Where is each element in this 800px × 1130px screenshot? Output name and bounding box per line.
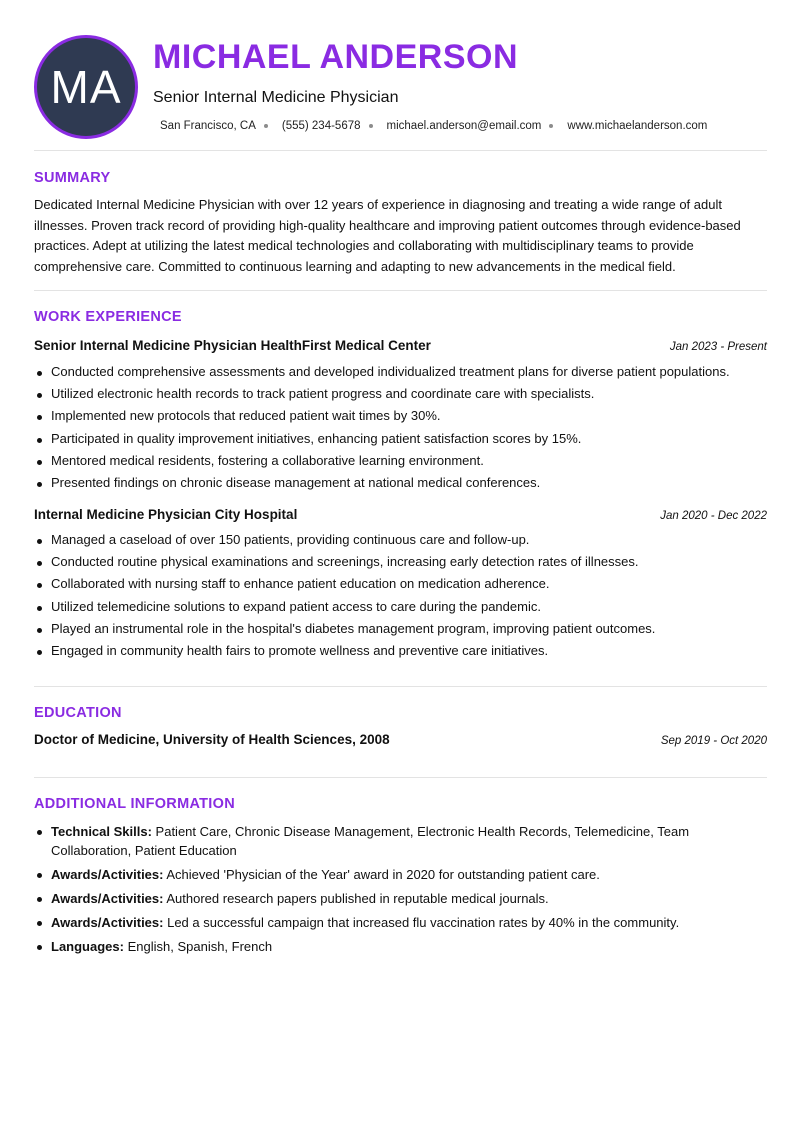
item-text: Led a successful campaign that increased flu vaccination rates by 40% in the community. xyxy=(167,915,680,930)
item-label: Awards/Activities: xyxy=(51,915,164,930)
list-item: Presented findings on chronic disease management at national medical conferences. xyxy=(34,474,767,496)
item-label: Technical Skills: xyxy=(51,824,152,839)
list-item: Implemented new protocols that reduced patient wait times by 30%. xyxy=(34,407,767,429)
education-dates: Sep 2019 - Oct 2020 xyxy=(660,735,767,747)
job-dates: Jan 2020 - Dec 2022 xyxy=(660,510,767,522)
list-item: Conducted comprehensive assessments and developed individualized treatment plans for diverse patient populations. xyxy=(34,363,767,385)
education-degree: Doctor of Medicine, University of Health Sciences, 2008 xyxy=(34,732,390,747)
list-item: Utilized electronic health records to track patient progress and coordinate care with specialists. xyxy=(34,385,767,407)
summary-heading: SUMMARY xyxy=(34,170,111,186)
job-bullets xyxy=(34,531,767,664)
list-item: Conducted routine physical examinations and screenings, increasing early detection rates of illnesses. xyxy=(34,553,767,575)
summary-text: Dedicated Internal Medicine Physician with over 12 years of experience in diagnosing and treating a wide range of adult illnesses. Proven track record of providing high-quality healthcare and improving patient outcomes through evidence-based practices. Adept at utilizing the latest medical technologies and collaborating with multidisciplinary teams to provide comprehensive care. Committed to continuous learning and adapting to new advancements in the medical field. xyxy=(34,197,741,274)
education-entry xyxy=(34,732,767,747)
list-item xyxy=(34,913,767,932)
item-text: English, Spanish, French xyxy=(127,939,273,954)
candidate-name: MICHAEL ANDERSON xyxy=(153,38,519,76)
divider xyxy=(34,150,767,151)
additional-list xyxy=(34,822,767,961)
item-text: Authored research papers published in reputable medical journals. xyxy=(166,891,549,906)
list-item: Utilized telemedicine solutions to expand patient access to care during the pandemic. xyxy=(34,598,767,620)
avatar-initials: MA xyxy=(50,61,122,113)
item-label: Awards/Activities: xyxy=(51,891,164,906)
separator-dot xyxy=(369,124,373,128)
job-bullets xyxy=(34,363,767,496)
divider xyxy=(34,686,767,687)
experience-heading: WORK EXPERIENCE xyxy=(34,309,182,325)
contact-bar xyxy=(160,120,707,132)
item-label: Languages: xyxy=(51,939,124,954)
item-text: Patient Care, Chronic Disease Management, Electronic Health Records, Telemedicine, Team Collaboration, Patient Education xyxy=(51,824,690,858)
divider xyxy=(34,777,767,778)
job-header xyxy=(34,507,767,522)
candidate-title: Senior Internal Medicine Physician xyxy=(153,89,399,106)
list-item xyxy=(34,822,767,860)
job-title: Senior Internal Medicine Physician HealthFirst Medical Center xyxy=(34,338,431,353)
divider xyxy=(34,290,767,291)
separator-dot xyxy=(549,124,553,128)
separator-dot xyxy=(264,124,268,128)
contact-location: San Francisco, CA xyxy=(160,120,256,132)
item-text: Achieved 'Physician of the Year' award in 2020 for outstanding patient care. xyxy=(166,867,600,882)
contact-email[interactable]: michael.anderson@email.com xyxy=(386,120,542,132)
list-item: Participated in quality improvement initiatives, enhancing patient satisfaction scores by 15%. xyxy=(34,430,767,452)
item-label: Awards/Activities: xyxy=(51,867,164,882)
list-item: Played an instrumental role in the hospital's diabetes management program, improving patient outcomes. xyxy=(34,620,767,642)
list-item: Engaged in community health fairs to promote wellness and preventive care initiatives. xyxy=(34,642,767,664)
education-heading: EDUCATION xyxy=(34,705,122,721)
job-dates: Jan 2023 - Present xyxy=(669,341,767,353)
list-item xyxy=(34,889,767,908)
list-item: Collaborated with nursing staff to enhance patient education on medication adherence. xyxy=(34,575,767,597)
contact-website[interactable]: www.michaelanderson.com xyxy=(567,120,708,132)
list-item: Managed a caseload of over 150 patients, providing continuous care and follow-up. xyxy=(34,531,767,553)
job-title: Internal Medicine Physician City Hospital xyxy=(34,507,298,522)
job-header xyxy=(34,338,767,353)
list-item xyxy=(34,937,767,956)
contact-phone[interactable]: (555) 234-5678 xyxy=(281,120,361,132)
list-item xyxy=(34,865,767,884)
list-item: Mentored medical residents, fostering a collaborative learning environment. xyxy=(34,452,767,474)
additional-heading: ADDITIONAL INFORMATION xyxy=(34,796,235,812)
avatar xyxy=(34,35,138,139)
